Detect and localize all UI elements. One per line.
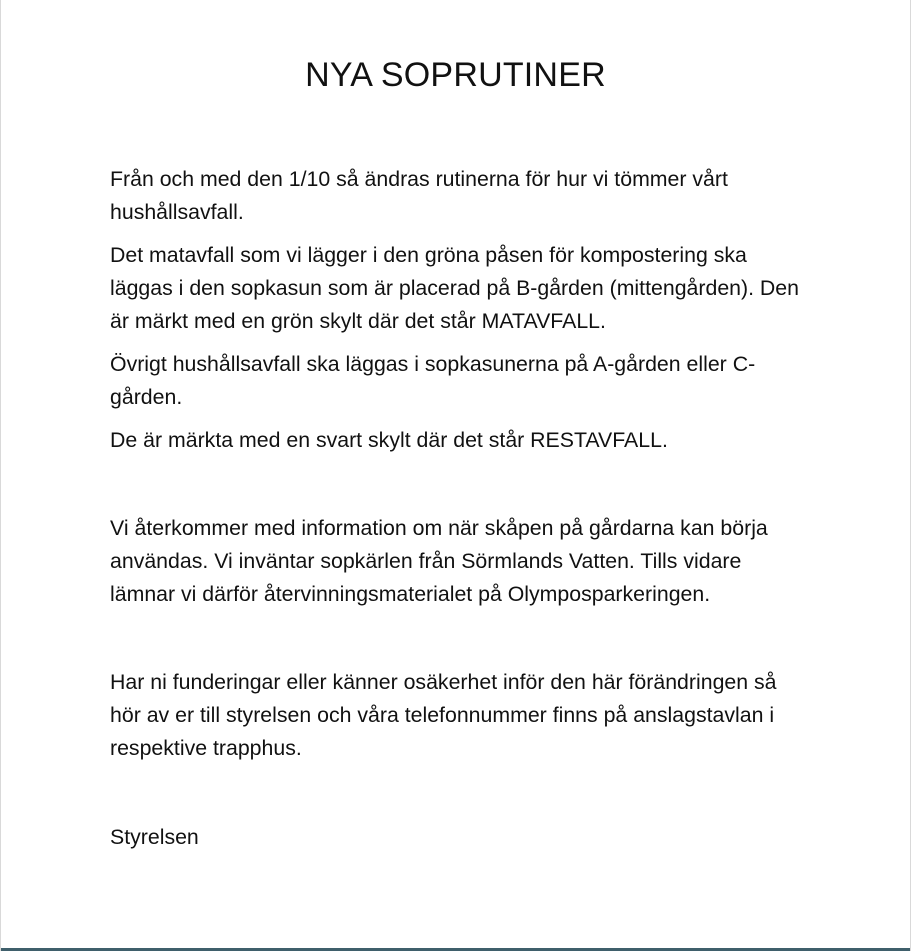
page-title: NYA SOPRUTINER: [305, 56, 606, 94]
paragraph-other-waste: Övrigt hushållsavfall ska läggas i sopkasunerna på A-gården eller C-gården.: [110, 352, 756, 409]
paragraph-recycling-info: Vi återkommer med information om när skåpen på gårdarna kan börja användas. Vi inväntar sopkärlen från Sörmlands Vatten. Tills vidare lämnar vi därför återvinningsmaterialet på Olymposparkeringen.: [110, 516, 768, 606]
paragraph-residual-sign: De är märkta med en svart skylt där det står RESTAVFALL.: [110, 428, 668, 452]
document-body: [110, 163, 810, 854]
paragraph-contact: Har ni funderingar eller känner osäkerhet inför den här förändringen så hör av er till styrelsen och våra telefonnummer finns på anslagstavlan i respektive trapphus.: [110, 670, 777, 760]
paragraph-food-waste: Det matavfall som vi lägger i den gröna påsen för kompostering ska läggas i den sopkasun som är placerad på B-gården (mittengården). Den är märkt med en grön skylt där det står MATAVFALL.: [110, 243, 799, 333]
paragraph-change-date: Från och med den 1/10 så ändras rutinerna för hur vi tömmer vårt hushållsavfall.: [110, 167, 728, 224]
signature: Styrelsen: [110, 825, 199, 849]
